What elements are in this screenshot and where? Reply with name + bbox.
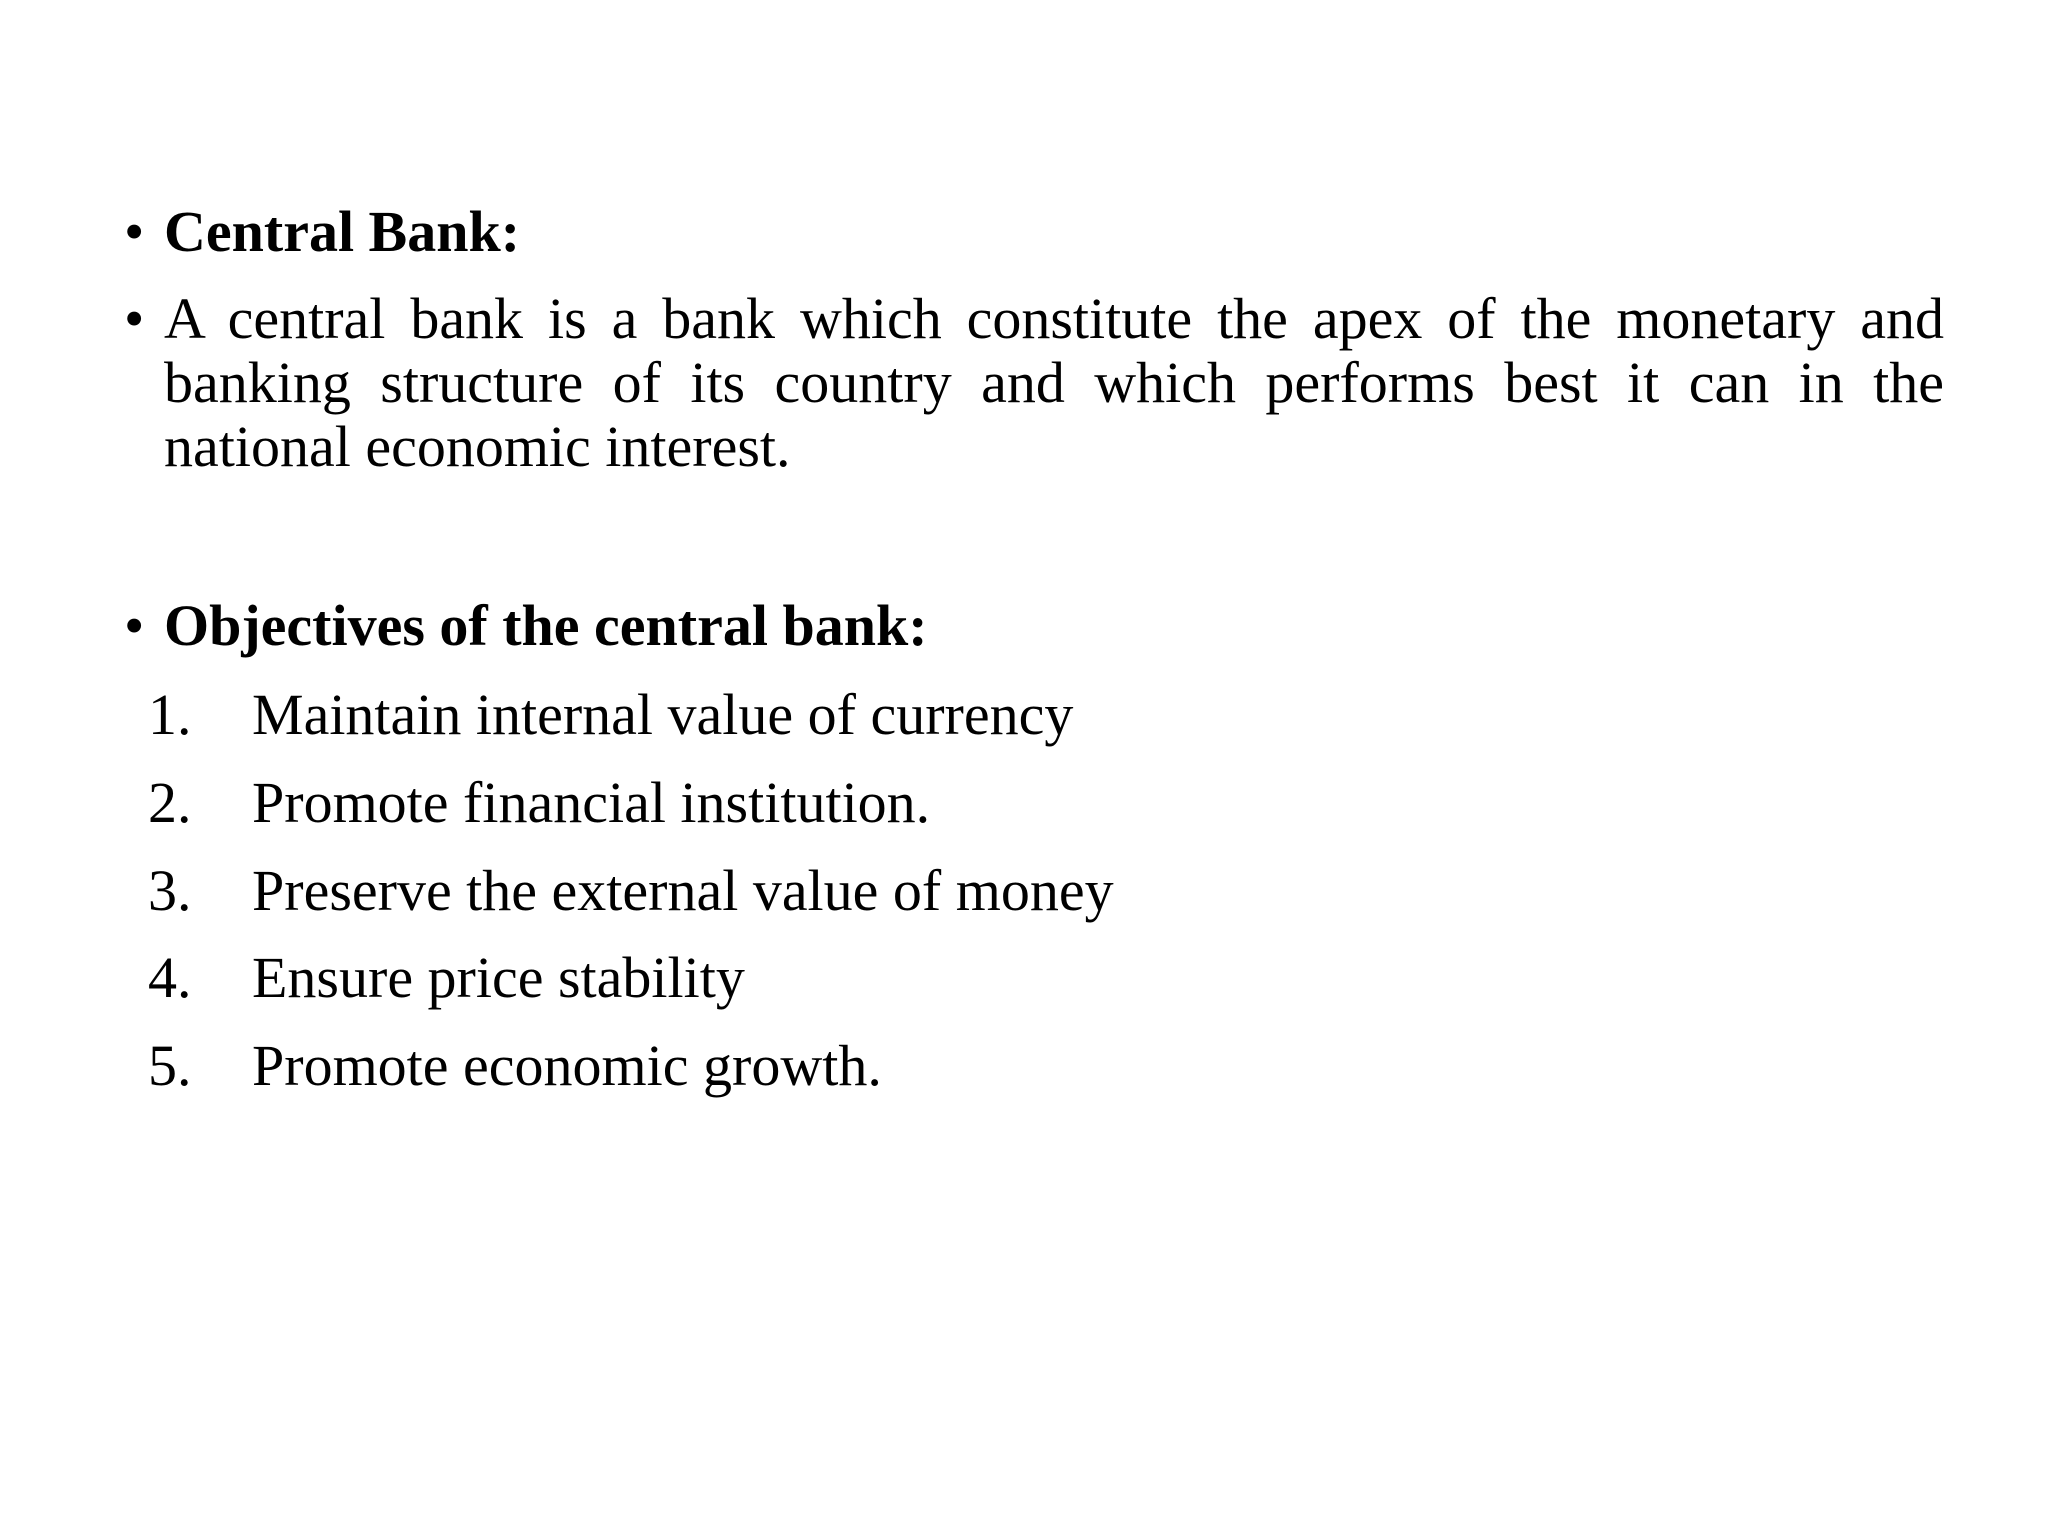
- objective-number: 1.: [148, 682, 192, 747]
- bullet-icon: •: [124, 286, 145, 351]
- bullet-icon: •: [124, 199, 145, 264]
- bullet-icon: •: [124, 593, 145, 658]
- objective-number: 5.: [148, 1033, 192, 1098]
- objective-text: Promote economic growth.: [252, 1033, 882, 1098]
- objective-number: 3.: [148, 858, 192, 923]
- objective-text: Maintain internal value of currency: [252, 682, 1074, 747]
- objectives-heading: Objectives of the central bank:: [164, 593, 928, 658]
- central-bank-definition: A central bank is a bank which constitute the apex of the monetary and banking structure of its country and which performs best it can in the national economic interest.: [164, 286, 1944, 479]
- objective-text: Ensure price stability: [252, 945, 745, 1010]
- objective-number: 4.: [148, 945, 192, 1010]
- objective-text: Promote financial institution.: [252, 770, 931, 835]
- central-bank-heading: Central Bank:: [164, 199, 521, 264]
- objective-text: Preserve the external value of money: [252, 858, 1114, 923]
- objective-number: 2.: [148, 770, 192, 835]
